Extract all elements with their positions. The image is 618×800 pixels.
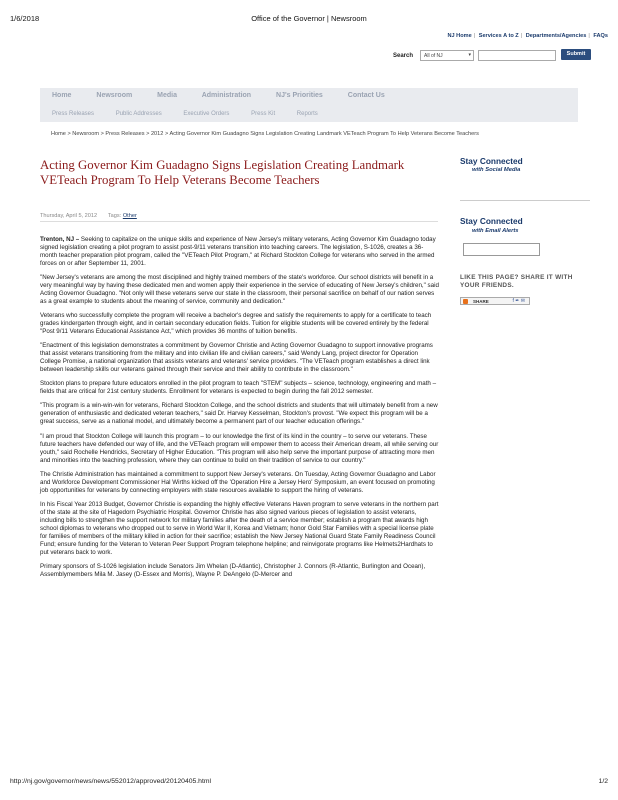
search-label: Search	[393, 53, 414, 59]
article-body	[40, 236, 440, 585]
main-navigation	[40, 88, 578, 122]
search-submit-button[interactable]: Submit	[561, 49, 591, 60]
nav-administration[interactable]: Administration	[201, 92, 252, 99]
subnav-executive-orders[interactable]: Executive Orders	[183, 111, 230, 117]
article-paragraph: The Christie Administration has maintained a commitment to support New Jersey's veterans. On Tuesday, Acting Governor Guadagno and Labor and Workforce Development Commissioner Hal Wirths kicked off the 'Operation Hire a Jersey Hero' Symposium, an event focused on promoting job opportunities for veterans by connecting employers with state resources available to support the hiring of veterans.	[40, 470, 436, 494]
share-button[interactable]	[460, 297, 530, 305]
subnav-public-addresses[interactable]: Public Addresses	[115, 111, 162, 117]
subnav-reports[interactable]: Reports	[296, 111, 318, 117]
page-title: Acting Governor Kim Guadagno Signs Legislation Creating Landmark VETeach Program To Help Veterans Become Teachers	[40, 158, 405, 187]
article-paragraph: "This program is a win-win-win for veterans, Richard Stockton College, and the school districts and students that will ultimately benefit from a new generation of enthusiastic and dedicated veteran teachers," said Dr. Harvey Kesselman, Stockton's provost. "We expect this program will be a great success, serve as a national model, and ultimately become a permanent part of our teacher education offerings."	[40, 402, 438, 426]
tags-label: Tags:	[107, 213, 122, 219]
search-scope-select[interactable]	[420, 50, 474, 61]
subnav-press-releases[interactable]: Press Releases	[52, 111, 95, 117]
top-link-departments[interactable]: Departments/Agencies	[525, 33, 587, 39]
share-label: SHARE	[473, 299, 489, 304]
social-icons: f ✒ ✉	[512, 298, 525, 304]
nav-newsroom[interactable]: Newsroom	[96, 92, 133, 99]
article-paragraph: In his Fiscal Year 2013 Budget, Governor Christie is expanding the highly effective Veterans Haven program to serve veterans in the northern part of the state at the site of Hagedorn Psychiatric Hospital. Governor Christie has also signed various pieces of legislation to assist veterans, including bills to strengthen the support network for military families after the death of a service member; establish a program that awards high school diplomas to veterans who dropped out to serve in World War II, Korea and Vietnam; honor Gold Star Families with a special license plate for families of members of the military killed in action for their sacrifice; establish the New Jersey National Guard State Family Readiness Council Fund; ensure funding for the Veteran to Veteran Peer Support Program telephone helpline; and reinvigorate programs like Helmets2Hardhats to put veterans back to work.	[40, 500, 439, 556]
nav-home[interactable]: Home	[52, 92, 72, 99]
share-prompt: LIKE THIS PAGE? SHARE IT WITH YOUR FRIENDS.	[460, 274, 573, 290]
print-title: Office of the Governor | Newsroom	[251, 14, 367, 23]
nav-main-row	[52, 92, 408, 99]
breadcrumb[interactable]: Home > Newsroom > Press Releases > 2012 > Acting Governor Kim Guadagno Signs Legislation Creating Landmark VETeach Program To Help Veterans Become Teachers	[51, 131, 479, 137]
social-subheading[interactable]: with Social Media	[472, 167, 521, 173]
subnav-press-kit[interactable]: Press Kit	[251, 111, 276, 117]
nav-media[interactable]: Media	[157, 92, 177, 99]
article-paragraph: Stockton plans to prepare future educators enrolled in the pilot program to teach "STEM" subjects – science, technology, engineering and math – fields that are critical for 21st century students. Enrollment for veterans is expected to begin during the fall 2012 semester.	[40, 380, 437, 396]
chevron-down-icon: ▾	[468, 52, 471, 58]
top-link-faqs[interactable]: FAQs	[593, 33, 608, 39]
footer-url: http://nj.gov/governor/news/news/552012/approved/20120405.html	[10, 778, 212, 785]
article-lead-paragraph	[40, 236, 440, 268]
email-subheading[interactable]: with Email Alerts	[472, 228, 519, 234]
nav-sub-row	[52, 111, 338, 117]
article-paragraph: Primary sponsors of S-1026 legislation include Senators Jim Whelan (D-Atlantic), Christopher J. Connors (R-Atlantic, Burlington and Ocean), Assemblymembers Mila M. Jasey (D-Essex and Morris), Wayne P. DeAngelo (D-Mercer and	[40, 562, 426, 578]
search-scope-value: All of NJ	[424, 53, 443, 59]
search-input[interactable]	[478, 50, 556, 61]
top-link-services[interactable]: Services A to Z	[478, 33, 519, 39]
article-paragraph: "New Jersey's veterans are among the most disciplined and highly trained members of the state's workforce. Our school districts will benefit in a very meaningful way by having these dedicated men and women apply their experience in the service of educating of New Jersey's children," said Acting Governor Guadagno. "Not only will these veterans serve our state in the classroom, their personal sacrifice on behalf of our nation serves as a great example to students about the meaning of service, community and dedication."	[40, 274, 439, 306]
top-links: NJ Home | Services A to Z | Departments/Agencies | FAQs	[447, 33, 608, 39]
article-paragraph: "I am proud that Stockton College will launch this program – to our knowledge the first of its kind in the country – to serve our veterans. These future teachers have defended our way of life, and the VETeach program will empower them to access their American dream, all while serving our youth," said Rochelle Hendricks, Secretary of Higher Education. "This program will also help serve the important purpose of attracting more men and minorities into the teaching profession, where they can continue to build on their tradition of service to our country."	[40, 432, 439, 464]
lead-text: Seeking to capitalize on the unique skills and experience of New Jersey's military veterans, Acting Governor Kim Guadagno today signed legislation creating a pilot program to assist post-9/11 veterans transition into teaching careers. The legislation, S-1026, creates a 36-month teacher preparation pilot program, called the "VETeach Pilot Program," at Richard Stockton College for veterans who served in the armed forces on or after September 11, 2001.	[40, 236, 436, 267]
nav-contact-us[interactable]: Contact Us	[347, 92, 385, 99]
dateline: Trenton, NJ –	[40, 236, 80, 243]
article-date: Thursday, April 5, 2012	[40, 213, 98, 219]
article-paragraph: "Enactment of this legislation demonstrates a commitment by Governor Christie and Acting Governor Guadagno to support innovative programs that assist veterans transitioning from the military and into civilian life and civilian careers," said Wendy Lang, project director for Operation College Promise, a national organization that assists veterans and veterans' service providers. "The VETeach program establishes a direct link between leadership skills our veterans gained through their service and their ability to contribute in the classroom."	[40, 342, 433, 374]
footer-page-number: 1/2	[598, 778, 608, 785]
email-field[interactable]	[463, 243, 540, 256]
print-date: 1/6/2018	[10, 14, 40, 23]
article-meta	[40, 213, 137, 219]
nav-priorities[interactable]: NJ's Priorities	[276, 92, 323, 99]
title-divider	[40, 221, 438, 222]
sidebar-divider	[460, 200, 590, 201]
email-heading[interactable]: Stay Connected	[460, 216, 523, 226]
tag-link-other[interactable]: Other	[122, 213, 137, 219]
article-paragraph: Veterans who successfully complete the program will receive a bachelor's degree and satisfy the requirements to apply for a certificate to teach grades kindergarten through eight, and in certain secondary education fields. Tuition for eligible students will be covered entirely by the federal "Post 9/11 Veterans Educational Assistance Act," which provides 36 months of tuition benefits.	[40, 312, 432, 336]
share-icon	[463, 299, 468, 304]
social-heading[interactable]: Stay Connected	[460, 156, 523, 166]
top-link-nj-home[interactable]: NJ Home	[447, 33, 472, 39]
